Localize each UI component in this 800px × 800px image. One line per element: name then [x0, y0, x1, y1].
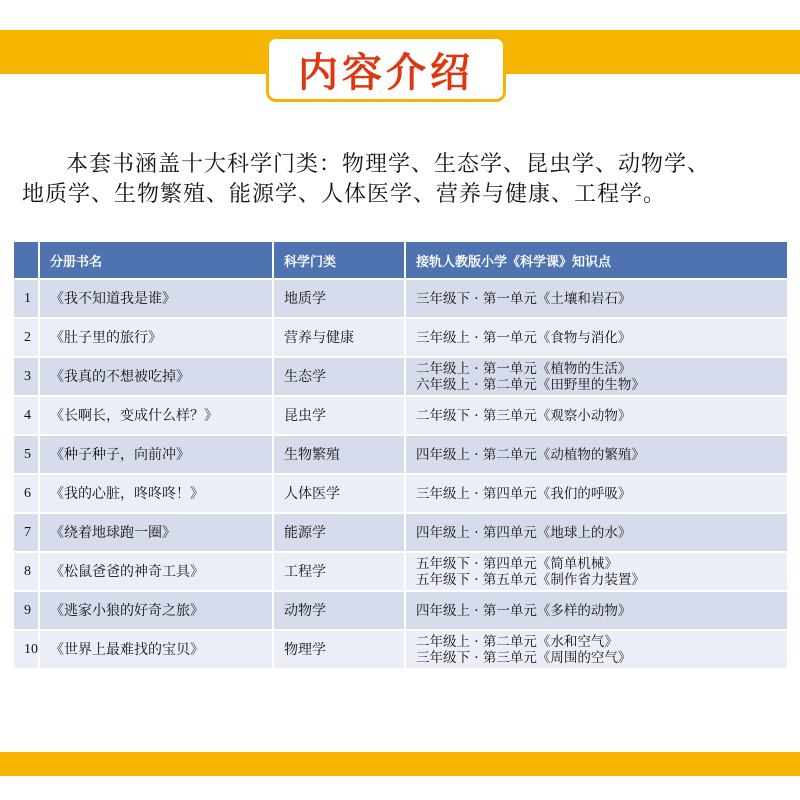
- header-book-title: 分册书名: [40, 242, 274, 278]
- table-row: [14, 473, 787, 512]
- book-title: 《我的心脏，咚咚咚！》: [40, 473, 274, 512]
- intro-line-2: 地质学、生物繁殖、能源学、人体医学、营养与健康、工程学。: [22, 182, 667, 207]
- knowledge-point: 五年级下 · 第五单元《制作省力装置》: [416, 571, 645, 588]
- science-category: 地质学: [274, 278, 406, 317]
- book-title: 《绕着地球跑一圈》: [40, 512, 274, 551]
- knowledge-points: [406, 629, 787, 668]
- knowledge-points: [406, 512, 787, 551]
- knowledge-points: [406, 473, 787, 512]
- science-category: 物理学: [274, 629, 406, 668]
- science-category: 生态学: [274, 356, 406, 395]
- row-number: 5: [14, 434, 40, 473]
- knowledge-point: 三年级上 · 第一单元《食物与消化》: [416, 329, 632, 346]
- knowledge-point: 二年级下 · 第三单元《观察小动物》: [416, 407, 632, 424]
- row-number: 1: [14, 278, 40, 317]
- knowledge-point: 三年级上 · 第四单元《我们的呼吸》: [416, 485, 632, 502]
- book-title: 《种子种子，向前冲》: [40, 434, 274, 473]
- knowledge-point: 四年级上 · 第四单元《地球上的水》: [416, 524, 632, 541]
- row-number: 4: [14, 395, 40, 434]
- knowledge-points: [406, 317, 787, 356]
- header-knowledge: 接轨人教版小学《科学课》知识点: [406, 242, 787, 278]
- knowledge-points: [406, 356, 787, 395]
- header-category: 科学门类: [274, 242, 406, 278]
- table-row: [14, 434, 787, 473]
- book-table: [14, 242, 787, 668]
- science-category: 营养与健康: [274, 317, 406, 356]
- book-title: 《我不知道我是谁》: [40, 278, 274, 317]
- table-body: [14, 278, 787, 668]
- table-row: [14, 590, 787, 629]
- table-row: [14, 356, 787, 395]
- table-row: [14, 395, 787, 434]
- book-title: 《肚子里的旅行》: [40, 317, 274, 356]
- book-title: 《我真的不想被吃掉》: [40, 356, 274, 395]
- knowledge-point: 四年级上 · 第一单元《多样的动物》: [416, 602, 632, 619]
- knowledge-points: [406, 434, 787, 473]
- table-row: [14, 278, 787, 317]
- knowledge-point: 三年级下 · 第一单元《土壤和岩石》: [416, 290, 632, 307]
- knowledge-points: [406, 551, 787, 590]
- bottom-banner-band: [0, 752, 800, 776]
- row-number: 2: [14, 317, 40, 356]
- intro-paragraph: [22, 150, 782, 210]
- row-number: 7: [14, 512, 40, 551]
- book-title: 《逃家小狼的好奇之旅》: [40, 590, 274, 629]
- knowledge-points: [406, 395, 787, 434]
- row-number: 6: [14, 473, 40, 512]
- page-title: 内容介绍: [298, 49, 474, 96]
- book-title: 《长啊长，变成什么样？》: [40, 395, 274, 434]
- title-box: [266, 36, 506, 102]
- book-title: 《世界上最难找的宝贝》: [40, 629, 274, 668]
- table-row: [14, 512, 787, 551]
- intro-line-1: 本套书涵盖十大科学门类：物理学、生态学、昆虫学、动物学、: [66, 152, 711, 177]
- row-number: 8: [14, 551, 40, 590]
- science-category: 工程学: [274, 551, 406, 590]
- knowledge-point: 三年级下 · 第三单元《周围的空气》: [416, 649, 632, 666]
- knowledge-point: 二年级上 · 第一单元《植物的生活》: [416, 360, 632, 377]
- table-row: [14, 629, 787, 668]
- book-title: 《松鼠爸爸的神奇工具》: [40, 551, 274, 590]
- science-category: 能源学: [274, 512, 406, 551]
- knowledge-points: [406, 590, 787, 629]
- knowledge-point: 六年级上 · 第二单元《田野里的生物》: [416, 376, 645, 393]
- row-number: 10: [14, 629, 40, 668]
- science-category: 生物繁殖: [274, 434, 406, 473]
- science-category: 人体医学: [274, 473, 406, 512]
- knowledge-point: 四年级上 · 第二单元《动植物的繁殖》: [416, 446, 645, 463]
- knowledge-point: 二年级上 · 第二单元《水和空气》: [416, 633, 618, 650]
- row-number: 3: [14, 356, 40, 395]
- science-category: 动物学: [274, 590, 406, 629]
- table-row: [14, 551, 787, 590]
- table-header-row: [14, 242, 787, 278]
- knowledge-points: [406, 278, 787, 317]
- header-number: [14, 242, 40, 278]
- science-category: 昆虫学: [274, 395, 406, 434]
- row-number: 9: [14, 590, 40, 629]
- table-row: [14, 317, 787, 356]
- knowledge-point: 五年级下 · 第四单元《简单机械》: [416, 555, 618, 572]
